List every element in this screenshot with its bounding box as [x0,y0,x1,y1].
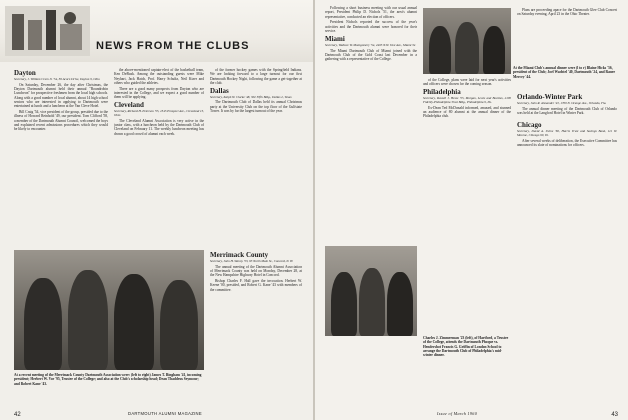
section-officer: Secretary, Richard H. Peterson '55, 1345 Prospect Ave., Cleveland 15, Ohio [114,109,204,117]
paragraph: The Miami Dartmouth Club of Miami joined with the Dartmouth Club of the Gold Coast last December in a gathering with a representative of the College. [325,48,417,62]
banner-illustration [0,0,313,62]
paragraph: the above-mentioned captain-elect of the basketball team, Ken DeBusk. Among the outstanding guests were Mike Neyhart, Jack Hatch, Prof. Harry Schultz, Neil Kizer and others who guided the athletes. [114,68,204,85]
philadelphia-photo [325,246,417,336]
person-figure [387,272,413,336]
column-left-bottom [210,250,302,390]
person-figure [68,270,108,370]
section-heading: Cleveland [114,101,144,110]
paragraph: Bishop Charles F. Hall gave the invocation. Herbert W. Keene '00, presided, and Robert G. Kane '43 with members of the committee. [210,279,302,292]
column-right-3 [517,8,617,62]
person-figure [359,268,385,336]
person-figure [455,22,479,74]
section-heading: Merrimack County [210,251,269,259]
column-right-2 [423,78,511,378]
section-officer: Secretary, Wallace W. Montgomery '54, 2405 N.W. 61st Ave., Miami 34 [325,42,416,47]
paragraph: The Dartmouth Club of Dallas held its annual Christmas party at the University Club on the top floor of the Gulfstate Tower. It was by far the largest turnout of the year. [210,100,302,114]
paragraph: After several weeks of deliberation, the Executive Committee has announced its slate of nominations for officers. [517,138,617,148]
paragraph: President Nichols reported the success of the year's activities and the Dartmouth alumni were honored for their service. [325,20,417,33]
section-heading: Chicago [517,121,542,130]
right-page [315,0,628,420]
section-officer: Secretary, David A. Irvine '60, Harris Trust and Savings Bank, 111 W. Monroe, Chicago 90, Ill. [517,129,617,138]
paragraph: Plans are proceeding apace for the Dartmouth Glee Club Concert on Saturday evening, April 23 in the Ohio Theater. [517,8,617,17]
column-right-3b [517,92,617,382]
merrimack-photo [14,250,204,370]
paragraph: On Saturday, December 26, the day after Christmas, the Dayton Dartmouth alumni held their annual "Roundrobin Luncheon" for prospective freshmen from the local high schools. Along with a good number of local alumni, about 14 high school seniors who are interested in applying to Dartmouth were entertained at lunch and a luncheon at the Van Cleve Hotel. [14,82,108,109]
paragraph: Bill Craig '54, vice president of the group, presided due to the illness of Howard Reinhold '49, our president. Tom Clifford '58, a member of the Dartmouth Alumni Council, welcomed the boys and explained recent admissions procedures which they would be likely to encounter. [14,110,108,132]
section-officer: Secretary, John R. Alexander '43, 1700 N. Orange Ave., Orlando, Fla. [517,101,607,105]
section-heading: Orlando-Winter Park [517,93,583,101]
banner-photo [0,0,313,62]
paragraph: There are a good many prospects from Dayton who are interested in the College, and we expect a good number of them will be applying. [114,86,204,100]
photo-caption: At a recent meeting of the Merrimack County Dartmouth Association were: (left to right) James T. Bingham '41, incoming president; Herbert W. Vor '95, Trustee of the College; and also at the Club's scholarship head; Dean Thaddeus Seymour; and Robert Kane '43. [14,373,202,386]
page-title: NEWS FROM THE CLUBS [96,40,250,52]
column-right-1 [325,6,417,242]
running-head: DARTMOUTH ALUMNI MAGAZINE [128,411,202,416]
paragraph: The Cleveland Alumni Association is very active in the junior class, with a luncheon held by the Dartmouth Club of Cleveland on February 11. The weekly luncheon meeting has drawn a good crowd of alumni each week. [114,118,204,136]
paragraph: The annual meeting of the Dartmouth Alumni Association of Merrimack County was held on Monday, December 28, at the New Hampshire Highway Hotel in Concord. [210,264,302,278]
section-heading: Philadelphia [423,88,461,97]
person-figure [483,26,505,74]
miami-photo [423,8,511,74]
column-left-2 [114,68,204,246]
paragraph: of the College, plans were laid for next year's activities and officers were chosen for the coming season. [423,78,511,87]
section-officer: Secretary, Kalph W. Clarke '48, 302 Fifth Bldg., Dallas 2, Texas [210,94,292,99]
column-left-3 [210,68,302,246]
person-figure [429,26,451,74]
paragraph: of the former hockey games with the Springfield Indians. We are looking forward to a large turnout for our first Dartmouth Hockey Night, following the game a get-together at the club. [210,68,302,85]
paragraph: Following a short business meeting with our usual annual report, President Philip D. Nichols '51, the area's alumni representative, conducted an election of officers. [325,6,417,19]
photo-caption: At the Miami Club's annual dinner were (l to r) Blaine Hicks '56, president of the Club; Joel Wachtel '40, Dartmouth '24, and Rauer Mercey '44. [513,66,616,79]
paragraph: The annual dinner meeting of the Dartmouth Club of Orlando was held at the Langford Hotel in Winter Park. [517,106,617,116]
paragraph: Ex-Dean Ted McDonald informed, amused, and stunned an audience of 80 alumni at the annual dinner of the Philadelphia club. [423,105,511,119]
page-number: 42 [14,412,21,418]
section-officer: Secretary, John H. Skinny '53, 93 North Main St., Concord, N. H. [210,259,294,263]
running-head: Issue of March 1960 [437,411,478,416]
person-figure [24,278,62,370]
section-heading: Dayton [14,69,36,77]
person-figure [331,272,357,336]
page-number: 43 [611,412,618,418]
left-page [0,0,313,420]
section-heading: Miami [325,34,345,43]
column-left-1 [14,68,108,246]
person-figure [160,280,198,370]
section-officer: Secretary, J. William Crum Jr. '54, 36 Acorn Drive, Dayton 9, Ohio [14,77,100,81]
section-officer: Secretary, Russell J. Hesse '55, Morgan, Lewis and Bockius, 2100 Fidelity-Philadelphia Trust Bldg., Philadelphia 9, Pa. [423,96,511,104]
section-heading: Dallas [210,86,229,95]
photo-caption: Charles J. Zimmerman '23 (left), of Hartford, a Trustee of the College, attends the Dartmouth Phoque vs. Hendershot Francis G. Griffin of London School to arrange the Dartmouth Club of Philadelphia's mid-winter dinner. [423,336,509,358]
person-figure [114,274,154,370]
